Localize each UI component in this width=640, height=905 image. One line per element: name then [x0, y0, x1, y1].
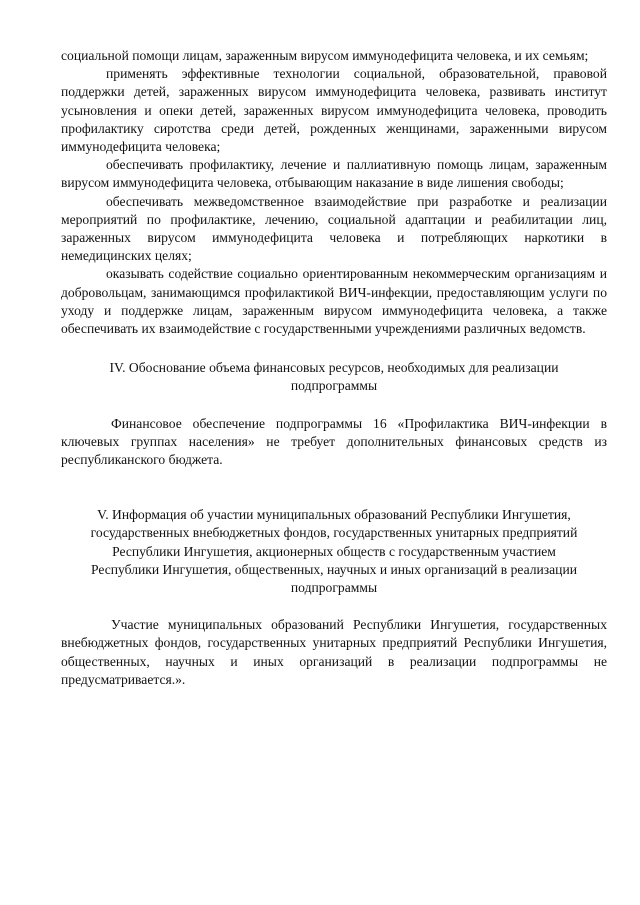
section-5-heading-line-4: Республики Ингушетия, общественных, научных и иных организаций в реализации [90, 561, 578, 577]
measure-paragraph-interagency: обеспечивать межведомственное взаимодействие при разработке и реализации мероприятий по профилактике, лечению, социальной адаптации и реабилитации лиц, зараженных вирусом иммунодефицита человека и потребляющих наркотики в немедицинских целях; [61, 193, 607, 264]
section-5-heading-line-5: подпрограммы [290, 580, 378, 596]
measure-paragraph-ngo-support: оказывать содействие социально ориентированным некоммерческим организациям и добровольцам, занимающимся профилактикой ВИЧ-инфекции, предоставляющим услуги по уходу и поддержке лицам, зараженным вирусом иммунодефицита человека, а также обеспечивать их взаимодействие с государственными учреждениями различных ведомств. [61, 266, 607, 337]
measure-paragraph-technologies: применять эффективные технологии социальной, образовательной, правовой поддержки детей, зараженных вирусом иммунодефицита человека, развивать институт усыновления и опеки детей, зараженных вирусом иммунодефицита человека, проводить профилактику сиротства среди детей, рожденных женщинами, зараженными вирусом иммунодефицита человека; [61, 66, 607, 155]
section-5-heading [61, 506, 607, 597]
section-4-heading [61, 359, 607, 395]
measure-paragraph-prevention: обеспечивать профилактику, лечение и паллиативную помощь лицам, зараженным вирусом иммунодефицита человека, отбывающим наказание в виде лишения свободы; [61, 157, 607, 191]
section-5-heading-line-2: государственных внебюджетных фондов, государственных унитарных предприятий [90, 525, 578, 541]
section-4-body: Финансовое обеспечение подпрограммы 16 «Профилактика ВИЧ-инфекции в ключевых группах населения» не требует дополнительных финансовых средств из республиканского бюджета. [61, 415, 607, 468]
section-4-heading-line-1: IV. Обоснование объема финансовых ресурсов, необходимых для реализации [109, 360, 559, 376]
section-5-body: Участие муниципальных образований Республики Ингушетия, государственных внебюджетных фондов, государственных унитарных предприятий Республики Ингушетия, общественных, научных и иных организаций в реализации подпрограммы не предусматривается.». [61, 617, 607, 687]
intro-continuation-paragraph: социальной помощи лицам, зараженным вирусом иммунодефицита человека, и их семьям; [61, 48, 589, 63]
section-5-heading-line-1: V. Информация об участии муниципальных образований Республики Ингушетия, [97, 507, 571, 523]
section-4-heading-line-2: подпрограммы [290, 378, 378, 394]
section-5-heading-line-3: Республики Ингушетия, акционерных обществ с государственным участием [112, 543, 556, 559]
